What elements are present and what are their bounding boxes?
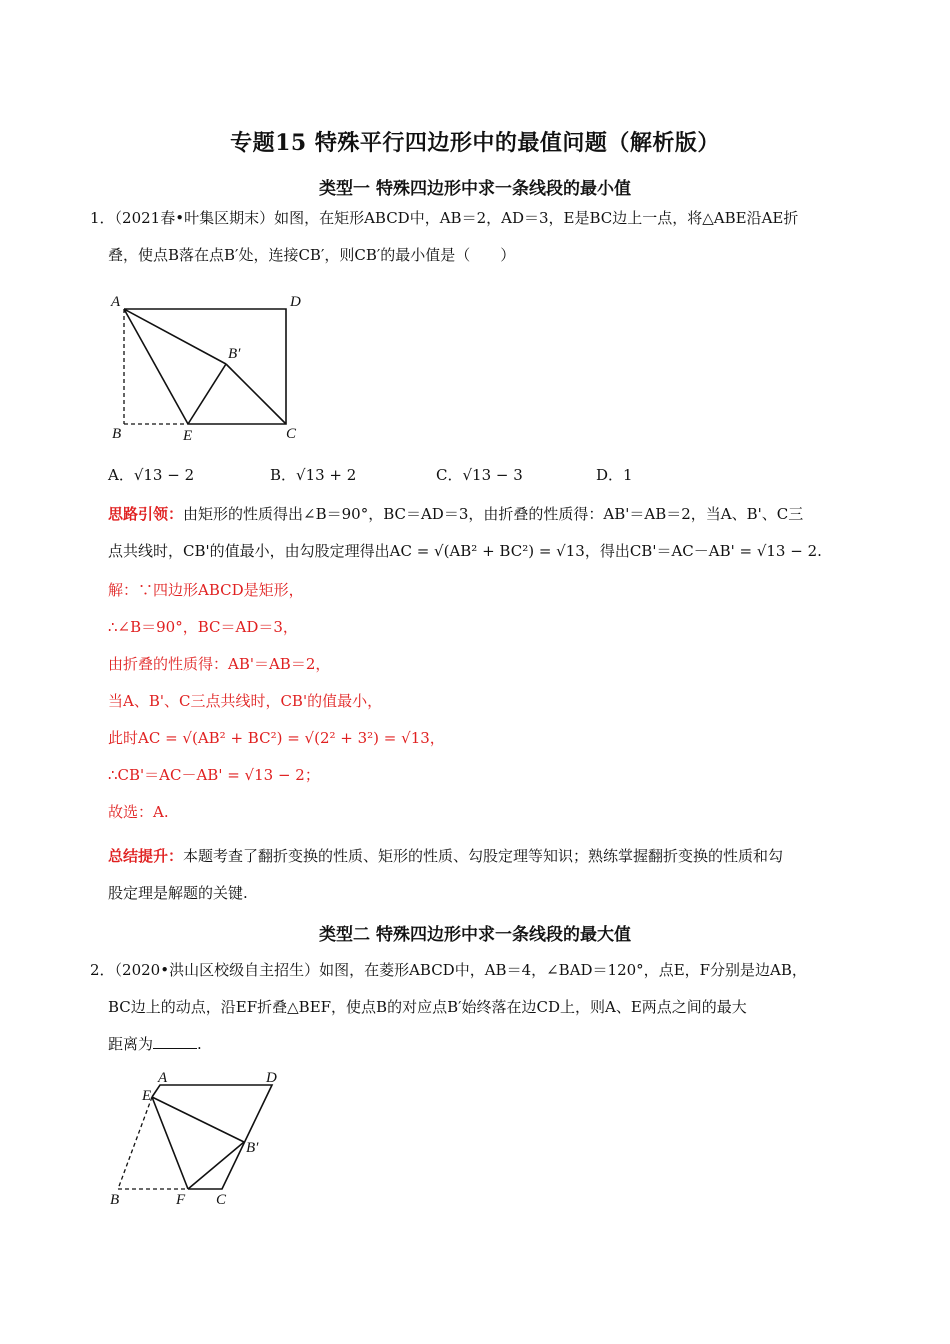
solution-line: ∴CB'＝AC－AB' = √13 − 2； bbox=[108, 766, 320, 784]
question-line: （2021春•叶集区期末）如图，在矩形ABCD中，AB＝2，AD＝3，E是BC边上一点，将△ABE沿AE折 bbox=[114, 209, 799, 227]
point-label-c: C bbox=[286, 426, 297, 442]
solution-line: 此时AC = √(AB² + BC²) = √(2² + 3²) = √13， bbox=[108, 729, 445, 747]
figure-rectangle bbox=[108, 288, 308, 448]
segment-bpc bbox=[226, 364, 286, 424]
point-label-bp: B′ bbox=[228, 346, 241, 362]
point-label-b: B bbox=[110, 1192, 120, 1208]
summary-line: 本题考查了翻折变换的性质、矩形的性质、勾股定理等知识；熟练掌握翻折变换的性质和勾 bbox=[183, 847, 784, 865]
question-number: 1． bbox=[90, 209, 115, 227]
solution-line: ∴∠B＝90°，BC＝AD＝3， bbox=[108, 618, 298, 636]
question-line-end: . bbox=[197, 1035, 202, 1053]
point-label-bp: B′ bbox=[246, 1140, 259, 1156]
solution-block bbox=[108, 572, 868, 831]
page-title: 专题15 特殊平行四边形中的最值问题（解析版） bbox=[230, 130, 720, 156]
point-label-c: C bbox=[216, 1192, 227, 1208]
rect-edge bbox=[124, 309, 286, 424]
question-2-text bbox=[90, 952, 868, 1063]
point-label-a: A bbox=[111, 294, 121, 310]
segment-ef bbox=[152, 1097, 188, 1189]
segment-fbp bbox=[188, 1142, 244, 1189]
question-line: （2020•洪山区校级自主招生）如图，在菱形ABCD中，AB＝4，∠BAD＝120°，点E，F分别是边AB， bbox=[114, 961, 807, 979]
solution-line: 解：∵四边形ABCD是矩形， bbox=[108, 581, 304, 599]
answer-blank[interactable] bbox=[153, 1034, 197, 1049]
section-heading-1: 类型一 特殊四边形中求一条线段的最小值 bbox=[319, 179, 631, 199]
figure-rhombus bbox=[108, 1072, 298, 1212]
question-number: 2． bbox=[90, 961, 115, 979]
section-heading-2: 类型二 特殊四边形中求一条线段的最大值 bbox=[319, 925, 631, 945]
option-a[interactable]: A．√13 − 2 bbox=[108, 466, 195, 484]
question-line: 距离为 bbox=[108, 1035, 154, 1053]
solution-line: 由折叠的性质得：AB'＝AB＝2， bbox=[108, 655, 331, 673]
option-b[interactable]: B．√13 + 2 bbox=[270, 466, 357, 484]
solution-line: 故选：A. bbox=[108, 803, 169, 821]
segment-ebp bbox=[188, 364, 226, 424]
hint-line: 由矩形的性质得出∠B＝90°，BC＝AD＝3，由折叠的性质得：AB'＝AB＝2，当A、B'、C三 bbox=[183, 505, 804, 523]
option-c[interactable]: C．√13 − 3 bbox=[436, 466, 523, 484]
hint-line: 点共线时，CB'的值最小，由勾股定理得出AC = √(AB² + BC²) = √13，得出CB'＝AC－AB' = √13 − 2. bbox=[108, 542, 822, 560]
summary-block bbox=[108, 838, 868, 912]
summary-label: 总结提升： bbox=[108, 847, 184, 865]
question-line: BC边上的动点，沿EF折叠△BEF，使点B的对应点B′始终落在边CD上，则A、E两点之间的最大 bbox=[108, 998, 747, 1016]
point-label-f: F bbox=[176, 1192, 186, 1208]
point-label-d: D bbox=[290, 294, 301, 310]
solution-line: 当A、B'、C三点共线时，CB'的值最小， bbox=[108, 692, 383, 710]
summary-line: 股定理是解题的关键. bbox=[108, 884, 248, 902]
option-d[interactable]: D．1 bbox=[596, 466, 633, 484]
question-1-text bbox=[90, 200, 868, 274]
hint-block bbox=[108, 496, 868, 570]
rhombus-edge bbox=[152, 1085, 272, 1189]
hint-label: 思路引领： bbox=[108, 505, 184, 523]
point-label-e: E bbox=[183, 428, 193, 444]
segment-ebp bbox=[152, 1097, 244, 1142]
question-line: 叠，使点B落在点B′处，连接CB′，则CB′的最小值是（ ） bbox=[108, 246, 516, 264]
dashed-edge-eb bbox=[118, 1097, 152, 1189]
point-label-b: B bbox=[112, 426, 122, 442]
point-label-e: E bbox=[142, 1088, 152, 1104]
point-label-d: D bbox=[266, 1072, 277, 1086]
point-label-a: A bbox=[158, 1072, 168, 1086]
